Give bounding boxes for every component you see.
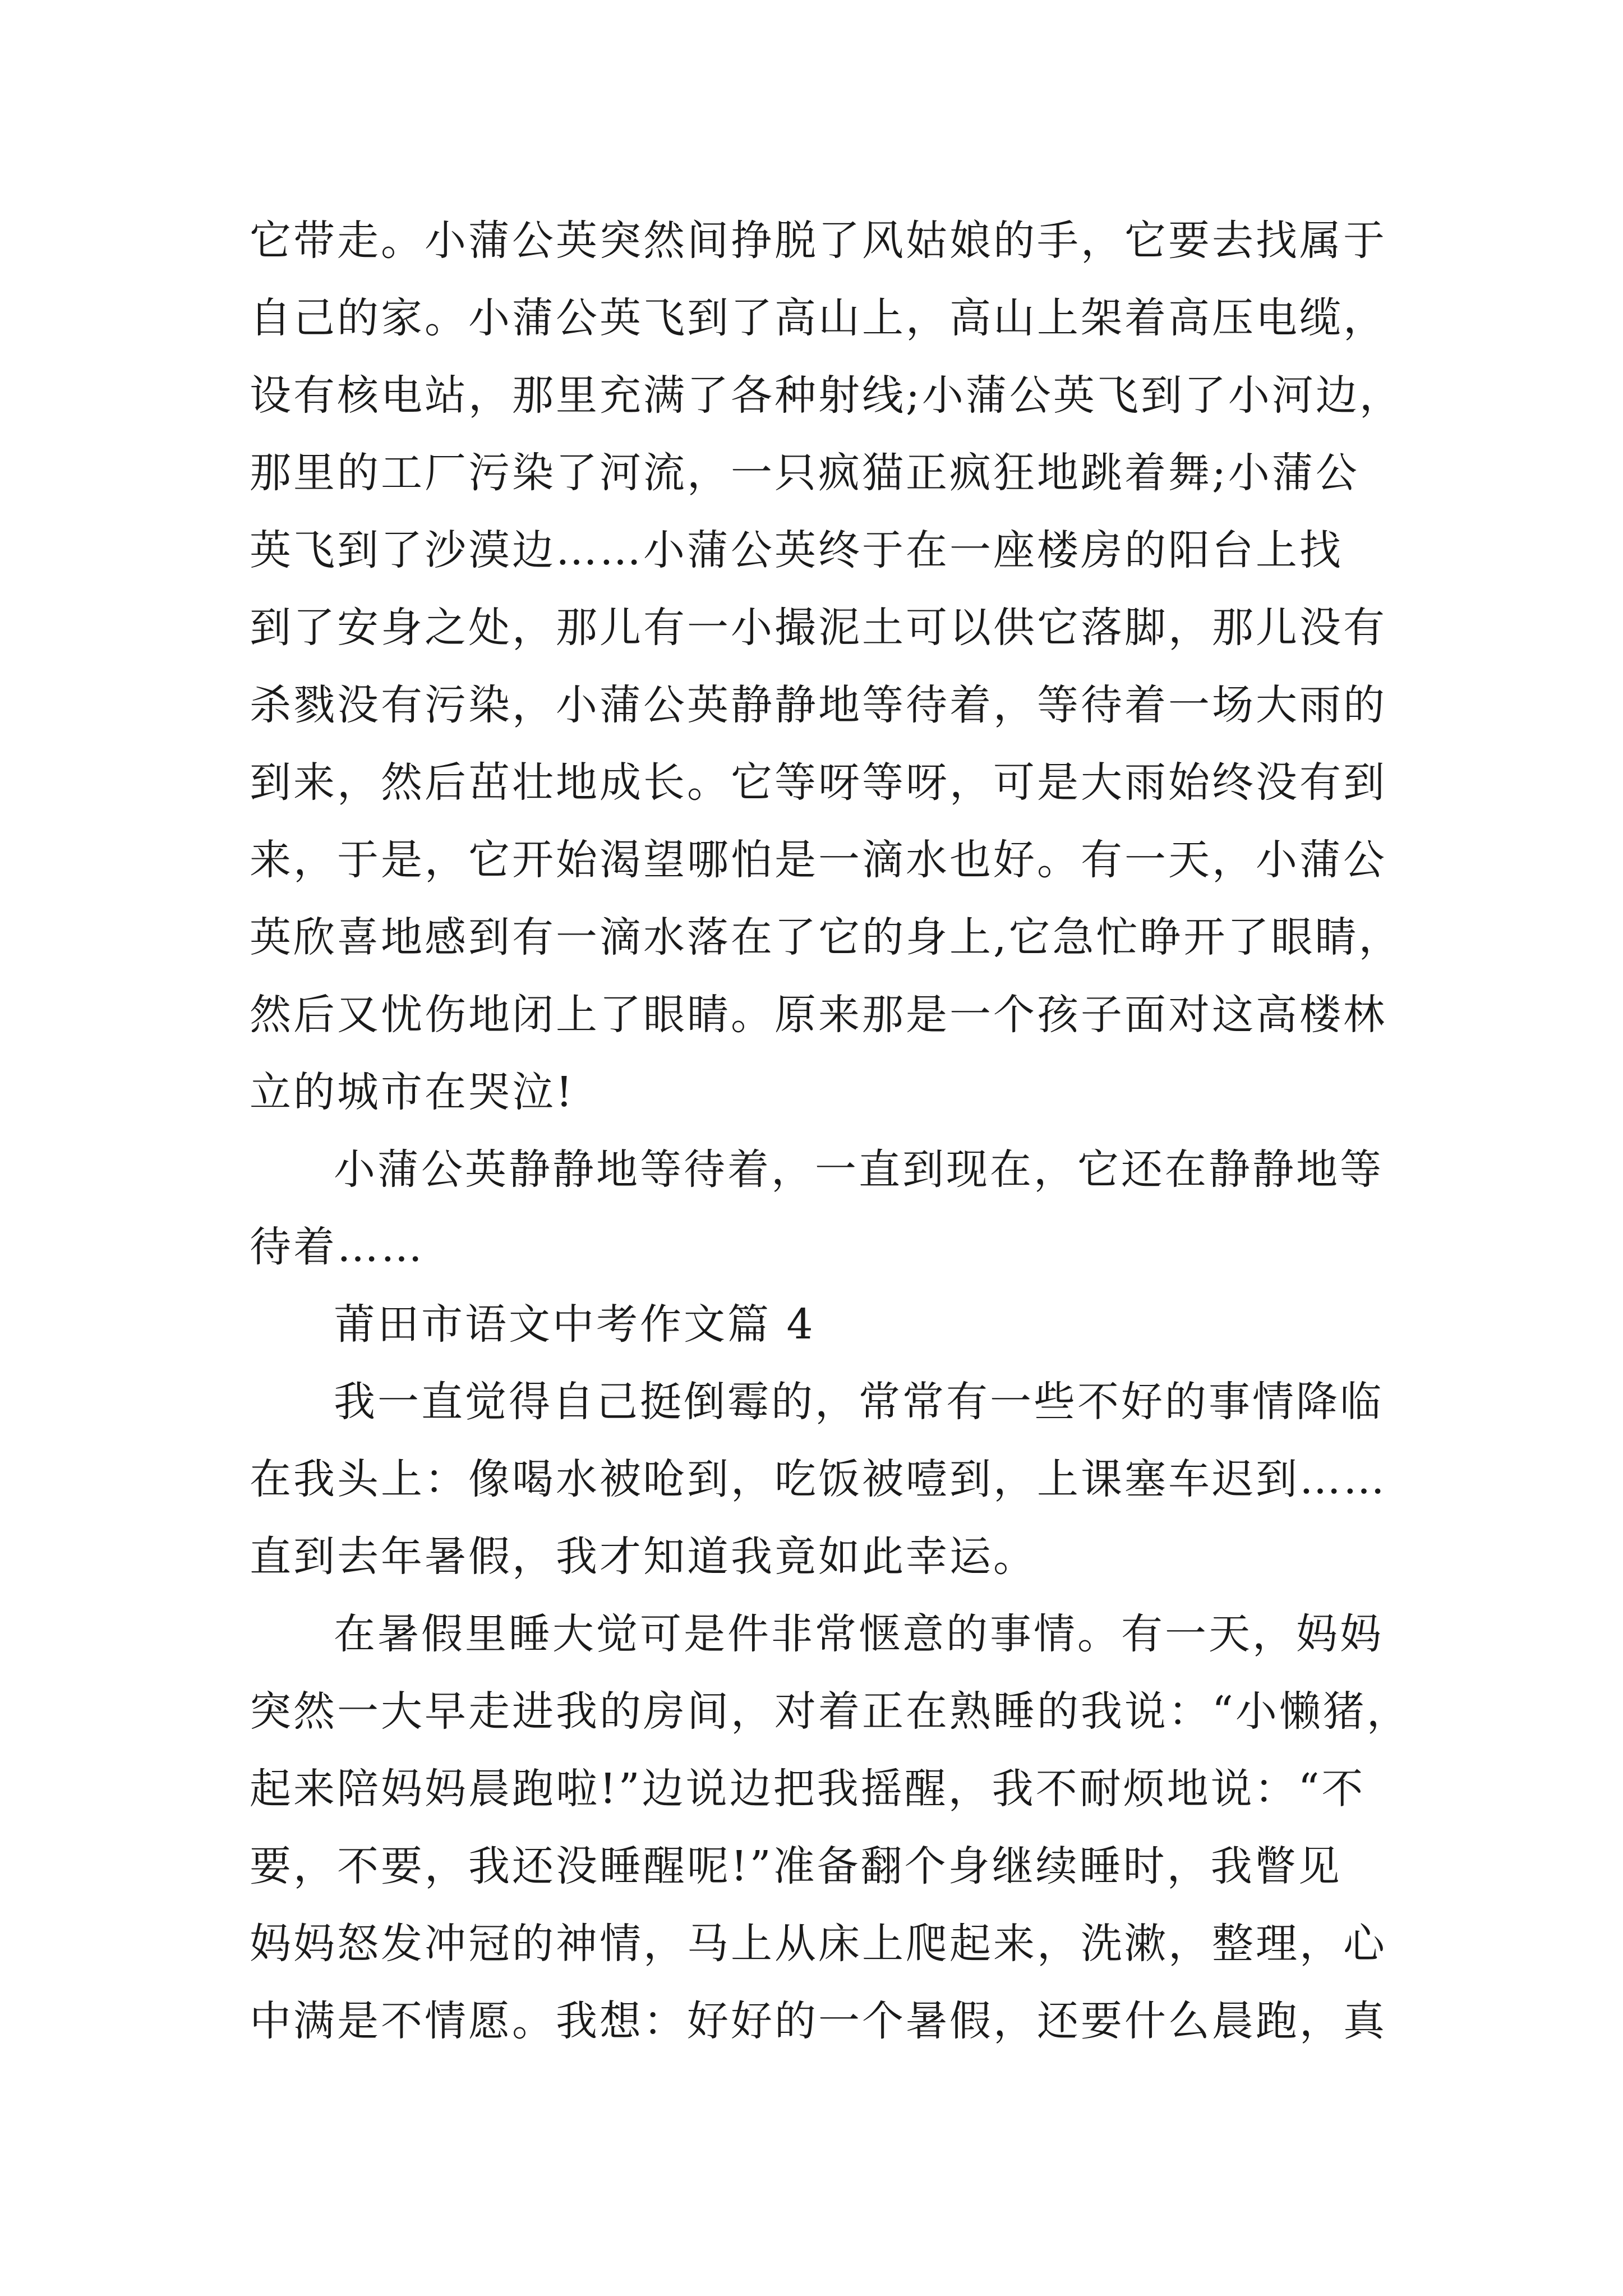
text-line: 然后又忧伤地闭上了眼睛。原来那是一个孩子面对这高楼林 bbox=[250, 991, 1387, 1039]
text-line: 杀戮没有污染，小蒲公英静静地等待着，等待着一场大雨的 bbox=[250, 681, 1387, 729]
text-line: 莆田市语文中考作文篇 4 bbox=[334, 1300, 815, 1349]
text-line: 英欣喜地感到有一滴水落在了它的身上,它急忙睁开了眼睛， bbox=[250, 913, 1403, 961]
text-line: 要，不要，我还没睡醒呢!”准备翻个身继续睡时，我瞥见 bbox=[250, 1842, 1342, 1890]
text-line: 到了安身之处，那儿有一小撮泥土可以供它落脚，那儿没有 bbox=[250, 604, 1387, 652]
text-line: 那里的工厂污染了河流，一只疯猫正疯狂地跳着舞;小蒲公 bbox=[250, 449, 1359, 497]
text-line: 中满是不情愿。我想：好好的一个暑假，还要什么晨跑，真 bbox=[250, 1997, 1387, 2045]
text-line: 立的城市在哭泣! bbox=[250, 1068, 575, 1116]
text-line: 设有核电站，那里充满了各种射线;小蒲公英飞到了小河边， bbox=[250, 371, 1403, 420]
text-line: 待着…… bbox=[250, 1223, 425, 1271]
text-line: 小蒲公英静静地等待着，一直到现在，它还在静静地等 bbox=[334, 1145, 1384, 1194]
text-line: 在暑假里睡大觉可是件非常惬意的事情。有一天，妈妈 bbox=[334, 1610, 1384, 1658]
text-line: 起来陪妈妈晨跑啦!”边说边把我摇醒，我不耐烦地说：“不 bbox=[250, 1765, 1366, 1813]
text-line: 妈妈怒发冲冠的神情，马上从床上爬起来，洗漱，整理，心 bbox=[250, 1920, 1387, 1968]
body-text bbox=[250, 202, 1410, 2060]
text-line: 我一直觉得自己挺倒霉的，常常有一些不好的事情降临 bbox=[334, 1378, 1384, 1426]
text-line: 突然一大早走进我的房间，对着正在熟睡的我说：“小懒猪， bbox=[250, 1687, 1410, 1736]
text-line: 来，于是，它开始渴望哪怕是一滴水也好。有一天，小蒲公 bbox=[250, 836, 1387, 884]
text-line: 它带走。小蒲公英突然间挣脱了风姑娘的手，它要去找属于 bbox=[250, 217, 1387, 265]
text-line: 到来，然后茁壮地成长。它等呀等呀，可是大雨始终没有到 bbox=[250, 758, 1387, 807]
text-line: 在我头上：像喝水被呛到，吃饭被噎到，上课塞车迟到…… bbox=[250, 1455, 1387, 1503]
text-line: 自己的家。小蒲公英飞到了高山上，高山上架着高压电缆， bbox=[250, 294, 1387, 342]
text-line: 英飞到了沙漠边……小蒲公英终于在一座楼房的阳台上找 bbox=[250, 526, 1343, 574]
text-line: 直到去年暑假，我才知道我竟如此幸运。 bbox=[250, 1533, 1037, 1581]
